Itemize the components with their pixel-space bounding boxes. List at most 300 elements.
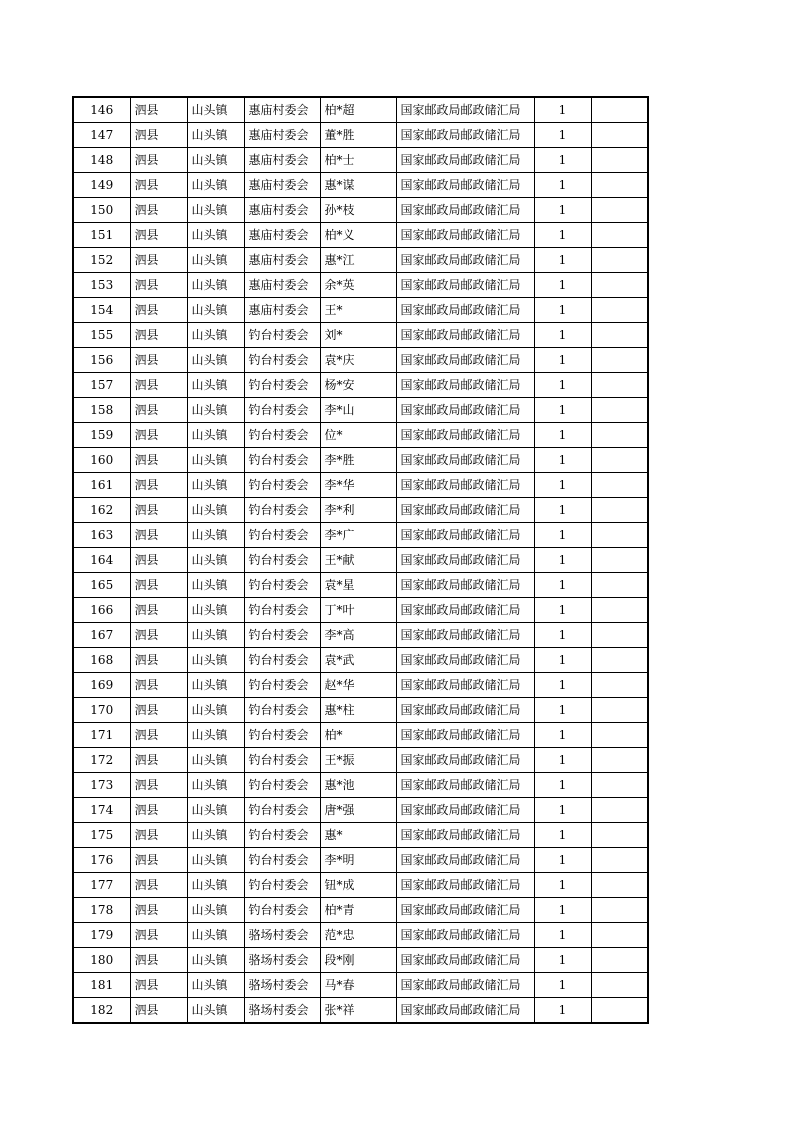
row-number-cell: 155 bbox=[73, 323, 130, 348]
table-row bbox=[73, 248, 648, 273]
county-cell: 泗县 bbox=[130, 973, 187, 998]
row-number-cell: 159 bbox=[73, 423, 130, 448]
name-cell: 王*振 bbox=[320, 748, 396, 773]
remark-cell bbox=[591, 848, 648, 873]
table-row bbox=[73, 898, 648, 923]
village-committee-cell: 钓台村委会 bbox=[244, 673, 320, 698]
county-cell: 泗县 bbox=[130, 698, 187, 723]
table-row bbox=[73, 773, 648, 798]
row-number-cell: 165 bbox=[73, 573, 130, 598]
bank-cell: 国家邮政局邮政储汇局 bbox=[396, 523, 534, 548]
town-cell: 山头镇 bbox=[187, 348, 244, 373]
village-committee-cell: 钓台村委会 bbox=[244, 723, 320, 748]
county-cell: 泗县 bbox=[130, 998, 187, 1024]
bank-cell: 国家邮政局邮政储汇局 bbox=[396, 248, 534, 273]
village-committee-cell: 钓台村委会 bbox=[244, 873, 320, 898]
count-cell: 1 bbox=[534, 448, 591, 473]
row-number-cell: 166 bbox=[73, 598, 130, 623]
count-cell: 1 bbox=[534, 97, 591, 123]
village-committee-cell: 钓台村委会 bbox=[244, 323, 320, 348]
count-cell: 1 bbox=[534, 473, 591, 498]
village-committee-cell: 骆场村委会 bbox=[244, 948, 320, 973]
table-row bbox=[73, 498, 648, 523]
name-cell: 袁*庆 bbox=[320, 348, 396, 373]
town-cell: 山头镇 bbox=[187, 448, 244, 473]
town-cell: 山头镇 bbox=[187, 623, 244, 648]
name-cell: 李*高 bbox=[320, 623, 396, 648]
table-row bbox=[73, 873, 648, 898]
county-cell: 泗县 bbox=[130, 173, 187, 198]
row-number-cell: 181 bbox=[73, 973, 130, 998]
remark-cell bbox=[591, 873, 648, 898]
county-cell: 泗县 bbox=[130, 348, 187, 373]
count-cell: 1 bbox=[534, 873, 591, 898]
county-cell: 泗县 bbox=[130, 548, 187, 573]
name-cell: 李*胜 bbox=[320, 448, 396, 473]
name-cell: 袁*武 bbox=[320, 648, 396, 673]
bank-cell: 国家邮政局邮政储汇局 bbox=[396, 898, 534, 923]
town-cell: 山头镇 bbox=[187, 673, 244, 698]
row-number-cell: 156 bbox=[73, 348, 130, 373]
town-cell: 山头镇 bbox=[187, 798, 244, 823]
county-cell: 泗县 bbox=[130, 948, 187, 973]
town-cell: 山头镇 bbox=[187, 373, 244, 398]
town-cell: 山头镇 bbox=[187, 97, 244, 123]
row-number-cell: 151 bbox=[73, 223, 130, 248]
county-cell: 泗县 bbox=[130, 298, 187, 323]
bank-cell: 国家邮政局邮政储汇局 bbox=[396, 573, 534, 598]
row-number-cell: 152 bbox=[73, 248, 130, 273]
remark-cell bbox=[591, 198, 648, 223]
table-row bbox=[73, 923, 648, 948]
row-number-cell: 173 bbox=[73, 773, 130, 798]
county-cell: 泗县 bbox=[130, 223, 187, 248]
bank-cell: 国家邮政局邮政储汇局 bbox=[396, 723, 534, 748]
remark-cell bbox=[591, 973, 648, 998]
county-cell: 泗县 bbox=[130, 473, 187, 498]
count-cell: 1 bbox=[534, 998, 591, 1024]
count-cell: 1 bbox=[534, 248, 591, 273]
table-row bbox=[73, 698, 648, 723]
row-number-cell: 149 bbox=[73, 173, 130, 198]
county-cell: 泗县 bbox=[130, 248, 187, 273]
count-cell: 1 bbox=[534, 198, 591, 223]
row-number-cell: 162 bbox=[73, 498, 130, 523]
village-committee-cell: 钓台村委会 bbox=[244, 498, 320, 523]
name-cell: 刘* bbox=[320, 323, 396, 348]
town-cell: 山头镇 bbox=[187, 648, 244, 673]
name-cell: 唐*强 bbox=[320, 798, 396, 823]
bank-cell: 国家邮政局邮政储汇局 bbox=[396, 973, 534, 998]
remark-cell bbox=[591, 923, 648, 948]
town-cell: 山头镇 bbox=[187, 473, 244, 498]
county-cell: 泗县 bbox=[130, 97, 187, 123]
count-cell: 1 bbox=[534, 773, 591, 798]
data-table bbox=[72, 96, 649, 1024]
row-number-cell: 163 bbox=[73, 523, 130, 548]
village-committee-cell: 钓台村委会 bbox=[244, 598, 320, 623]
remark-cell bbox=[591, 248, 648, 273]
bank-cell: 国家邮政局邮政储汇局 bbox=[396, 648, 534, 673]
village-committee-cell: 钓台村委会 bbox=[244, 373, 320, 398]
village-committee-cell: 惠庙村委会 bbox=[244, 223, 320, 248]
town-cell: 山头镇 bbox=[187, 123, 244, 148]
row-number-cell: 175 bbox=[73, 823, 130, 848]
remark-cell bbox=[591, 398, 648, 423]
row-number-cell: 164 bbox=[73, 548, 130, 573]
row-number-cell: 147 bbox=[73, 123, 130, 148]
table-row bbox=[73, 598, 648, 623]
bank-cell: 国家邮政局邮政储汇局 bbox=[396, 498, 534, 523]
town-cell: 山头镇 bbox=[187, 773, 244, 798]
remark-cell bbox=[591, 623, 648, 648]
remark-cell bbox=[591, 673, 648, 698]
bank-cell: 国家邮政局邮政储汇局 bbox=[396, 948, 534, 973]
bank-cell: 国家邮政局邮政储汇局 bbox=[396, 598, 534, 623]
row-number-cell: 158 bbox=[73, 398, 130, 423]
count-cell: 1 bbox=[534, 973, 591, 998]
name-cell: 李*山 bbox=[320, 398, 396, 423]
table-row bbox=[73, 948, 648, 973]
bank-cell: 国家邮政局邮政储汇局 bbox=[396, 198, 534, 223]
town-cell: 山头镇 bbox=[187, 748, 244, 773]
name-cell: 余*英 bbox=[320, 273, 396, 298]
town-cell: 山头镇 bbox=[187, 223, 244, 248]
county-cell: 泗县 bbox=[130, 723, 187, 748]
town-cell: 山头镇 bbox=[187, 723, 244, 748]
count-cell: 1 bbox=[534, 273, 591, 298]
county-cell: 泗县 bbox=[130, 648, 187, 673]
table-row bbox=[73, 723, 648, 748]
town-cell: 山头镇 bbox=[187, 823, 244, 848]
town-cell: 山头镇 bbox=[187, 848, 244, 873]
bank-cell: 国家邮政局邮政储汇局 bbox=[396, 773, 534, 798]
bank-cell: 国家邮政局邮政储汇局 bbox=[396, 323, 534, 348]
county-cell: 泗县 bbox=[130, 273, 187, 298]
count-cell: 1 bbox=[534, 523, 591, 548]
village-committee-cell: 惠庙村委会 bbox=[244, 198, 320, 223]
town-cell: 山头镇 bbox=[187, 273, 244, 298]
name-cell: 惠*谋 bbox=[320, 173, 396, 198]
row-number-cell: 177 bbox=[73, 873, 130, 898]
table-row bbox=[73, 448, 648, 473]
name-cell: 马*春 bbox=[320, 973, 396, 998]
bank-cell: 国家邮政局邮政储汇局 bbox=[396, 398, 534, 423]
town-cell: 山头镇 bbox=[187, 948, 244, 973]
count-cell: 1 bbox=[534, 823, 591, 848]
village-committee-cell: 钓台村委会 bbox=[244, 348, 320, 373]
village-committee-cell: 骆场村委会 bbox=[244, 998, 320, 1024]
bank-cell: 国家邮政局邮政储汇局 bbox=[396, 473, 534, 498]
table-row bbox=[73, 648, 648, 673]
name-cell: 柏*青 bbox=[320, 898, 396, 923]
town-cell: 山头镇 bbox=[187, 248, 244, 273]
row-number-cell: 153 bbox=[73, 273, 130, 298]
table-row bbox=[73, 548, 648, 573]
row-number-cell: 146 bbox=[73, 97, 130, 123]
row-number-cell: 168 bbox=[73, 648, 130, 673]
village-committee-cell: 惠庙村委会 bbox=[244, 273, 320, 298]
county-cell: 泗县 bbox=[130, 623, 187, 648]
count-cell: 1 bbox=[534, 673, 591, 698]
remark-cell bbox=[591, 573, 648, 598]
remark-cell bbox=[591, 323, 648, 348]
name-cell: 李*广 bbox=[320, 523, 396, 548]
row-number-cell: 178 bbox=[73, 898, 130, 923]
village-committee-cell: 钓台村委会 bbox=[244, 898, 320, 923]
table-row bbox=[73, 823, 648, 848]
village-committee-cell: 钓台村委会 bbox=[244, 573, 320, 598]
count-cell: 1 bbox=[534, 323, 591, 348]
name-cell: 段*刚 bbox=[320, 948, 396, 973]
row-number-cell: 169 bbox=[73, 673, 130, 698]
town-cell: 山头镇 bbox=[187, 498, 244, 523]
name-cell: 王* bbox=[320, 298, 396, 323]
remark-cell bbox=[591, 648, 648, 673]
village-committee-cell: 惠庙村委会 bbox=[244, 298, 320, 323]
town-cell: 山头镇 bbox=[187, 923, 244, 948]
name-cell: 范*忠 bbox=[320, 923, 396, 948]
row-number-cell: 161 bbox=[73, 473, 130, 498]
town-cell: 山头镇 bbox=[187, 548, 244, 573]
town-cell: 山头镇 bbox=[187, 573, 244, 598]
bank-cell: 国家邮政局邮政储汇局 bbox=[396, 148, 534, 173]
name-cell: 杨*安 bbox=[320, 373, 396, 398]
row-number-cell: 176 bbox=[73, 848, 130, 873]
town-cell: 山头镇 bbox=[187, 198, 244, 223]
table-row bbox=[73, 748, 648, 773]
count-cell: 1 bbox=[534, 598, 591, 623]
name-cell: 李*利 bbox=[320, 498, 396, 523]
count-cell: 1 bbox=[534, 398, 591, 423]
county-cell: 泗县 bbox=[130, 748, 187, 773]
name-cell: 孙*枝 bbox=[320, 198, 396, 223]
remark-cell bbox=[591, 998, 648, 1024]
town-cell: 山头镇 bbox=[187, 973, 244, 998]
remark-cell bbox=[591, 798, 648, 823]
table-row bbox=[73, 148, 648, 173]
county-cell: 泗县 bbox=[130, 398, 187, 423]
row-number-cell: 150 bbox=[73, 198, 130, 223]
county-cell: 泗县 bbox=[130, 123, 187, 148]
village-committee-cell: 惠庙村委会 bbox=[244, 173, 320, 198]
table-row bbox=[73, 848, 648, 873]
row-number-cell: 171 bbox=[73, 723, 130, 748]
row-number-cell: 172 bbox=[73, 748, 130, 773]
name-cell: 丁*叶 bbox=[320, 598, 396, 623]
table-row bbox=[73, 623, 648, 648]
county-cell: 泗县 bbox=[130, 373, 187, 398]
bank-cell: 国家邮政局邮政储汇局 bbox=[396, 97, 534, 123]
table-row bbox=[73, 373, 648, 398]
remark-cell bbox=[591, 273, 648, 298]
count-cell: 1 bbox=[534, 223, 591, 248]
village-committee-cell: 钓台村委会 bbox=[244, 698, 320, 723]
bank-cell: 国家邮政局邮政储汇局 bbox=[396, 448, 534, 473]
bank-cell: 国家邮政局邮政储汇局 bbox=[396, 298, 534, 323]
name-cell: 柏* bbox=[320, 723, 396, 748]
row-number-cell: 170 bbox=[73, 698, 130, 723]
bank-cell: 国家邮政局邮政储汇局 bbox=[396, 373, 534, 398]
village-committee-cell: 钓台村委会 bbox=[244, 623, 320, 648]
bank-cell: 国家邮政局邮政储汇局 bbox=[396, 423, 534, 448]
county-cell: 泗县 bbox=[130, 673, 187, 698]
remark-cell bbox=[591, 148, 648, 173]
name-cell: 柏*士 bbox=[320, 148, 396, 173]
count-cell: 1 bbox=[534, 923, 591, 948]
count-cell: 1 bbox=[534, 898, 591, 923]
count-cell: 1 bbox=[534, 848, 591, 873]
county-cell: 泗县 bbox=[130, 898, 187, 923]
bank-cell: 国家邮政局邮政储汇局 bbox=[396, 823, 534, 848]
remark-cell bbox=[591, 523, 648, 548]
county-cell: 泗县 bbox=[130, 573, 187, 598]
remark-cell bbox=[591, 448, 648, 473]
town-cell: 山头镇 bbox=[187, 898, 244, 923]
town-cell: 山头镇 bbox=[187, 873, 244, 898]
bank-cell: 国家邮政局邮政储汇局 bbox=[396, 923, 534, 948]
count-cell: 1 bbox=[534, 498, 591, 523]
count-cell: 1 bbox=[534, 648, 591, 673]
village-committee-cell: 惠庙村委会 bbox=[244, 248, 320, 273]
count-cell: 1 bbox=[534, 623, 591, 648]
remark-cell bbox=[591, 698, 648, 723]
remark-cell bbox=[591, 348, 648, 373]
count-cell: 1 bbox=[534, 723, 591, 748]
table-body bbox=[73, 97, 648, 1023]
county-cell: 泗县 bbox=[130, 873, 187, 898]
county-cell: 泗县 bbox=[130, 523, 187, 548]
row-number-cell: 154 bbox=[73, 298, 130, 323]
count-cell: 1 bbox=[534, 348, 591, 373]
count-cell: 1 bbox=[534, 948, 591, 973]
remark-cell bbox=[591, 173, 648, 198]
town-cell: 山头镇 bbox=[187, 148, 244, 173]
name-cell: 李*明 bbox=[320, 848, 396, 873]
bank-cell: 国家邮政局邮政储汇局 bbox=[396, 798, 534, 823]
table-row bbox=[73, 673, 648, 698]
county-cell: 泗县 bbox=[130, 148, 187, 173]
table-row bbox=[73, 423, 648, 448]
remark-cell bbox=[591, 373, 648, 398]
table-row bbox=[73, 97, 648, 123]
name-cell: 张*祥 bbox=[320, 998, 396, 1024]
remark-cell bbox=[591, 548, 648, 573]
remark-cell bbox=[591, 898, 648, 923]
row-number-cell: 180 bbox=[73, 948, 130, 973]
town-cell: 山头镇 bbox=[187, 298, 244, 323]
table-row bbox=[73, 348, 648, 373]
name-cell: 王*献 bbox=[320, 548, 396, 573]
bank-cell: 国家邮政局邮政储汇局 bbox=[396, 748, 534, 773]
village-committee-cell: 钓台村委会 bbox=[244, 648, 320, 673]
village-committee-cell: 钓台村委会 bbox=[244, 773, 320, 798]
village-committee-cell: 惠庙村委会 bbox=[244, 123, 320, 148]
county-cell: 泗县 bbox=[130, 448, 187, 473]
village-committee-cell: 钓台村委会 bbox=[244, 523, 320, 548]
county-cell: 泗县 bbox=[130, 848, 187, 873]
village-committee-cell: 钓台村委会 bbox=[244, 848, 320, 873]
table-row bbox=[73, 198, 648, 223]
table-row bbox=[73, 998, 648, 1024]
table-row bbox=[73, 473, 648, 498]
bank-cell: 国家邮政局邮政储汇局 bbox=[396, 273, 534, 298]
count-cell: 1 bbox=[534, 573, 591, 598]
name-cell: 惠*池 bbox=[320, 773, 396, 798]
village-committee-cell: 钓台村委会 bbox=[244, 748, 320, 773]
count-cell: 1 bbox=[534, 148, 591, 173]
village-committee-cell: 钓台村委会 bbox=[244, 798, 320, 823]
name-cell: 袁*星 bbox=[320, 573, 396, 598]
county-cell: 泗县 bbox=[130, 423, 187, 448]
remark-cell bbox=[591, 948, 648, 973]
remark-cell bbox=[591, 823, 648, 848]
count-cell: 1 bbox=[534, 698, 591, 723]
remark-cell bbox=[591, 473, 648, 498]
name-cell: 赵*华 bbox=[320, 673, 396, 698]
name-cell: 柏*超 bbox=[320, 97, 396, 123]
table-row bbox=[73, 273, 648, 298]
table-row bbox=[73, 223, 648, 248]
village-committee-cell: 钓台村委会 bbox=[244, 823, 320, 848]
remark-cell bbox=[591, 773, 648, 798]
count-cell: 1 bbox=[534, 748, 591, 773]
row-number-cell: 167 bbox=[73, 623, 130, 648]
name-cell: 柏*义 bbox=[320, 223, 396, 248]
remark-cell bbox=[591, 498, 648, 523]
count-cell: 1 bbox=[534, 798, 591, 823]
table-row bbox=[73, 398, 648, 423]
remark-cell bbox=[591, 223, 648, 248]
county-cell: 泗县 bbox=[130, 773, 187, 798]
town-cell: 山头镇 bbox=[187, 698, 244, 723]
bank-cell: 国家邮政局邮政储汇局 bbox=[396, 548, 534, 573]
row-number-cell: 182 bbox=[73, 998, 130, 1024]
village-committee-cell: 惠庙村委会 bbox=[244, 97, 320, 123]
count-cell: 1 bbox=[534, 373, 591, 398]
table-row bbox=[73, 173, 648, 198]
village-committee-cell: 钓台村委会 bbox=[244, 548, 320, 573]
row-number-cell: 174 bbox=[73, 798, 130, 823]
name-cell: 惠* bbox=[320, 823, 396, 848]
row-number-cell: 160 bbox=[73, 448, 130, 473]
village-committee-cell: 钓台村委会 bbox=[244, 473, 320, 498]
county-cell: 泗县 bbox=[130, 798, 187, 823]
table-row bbox=[73, 573, 648, 598]
table-row bbox=[73, 798, 648, 823]
remark-cell bbox=[591, 423, 648, 448]
bank-cell: 国家邮政局邮政储汇局 bbox=[396, 673, 534, 698]
table-row bbox=[73, 973, 648, 998]
row-number-cell: 179 bbox=[73, 923, 130, 948]
village-committee-cell: 骆场村委会 bbox=[244, 973, 320, 998]
county-cell: 泗县 bbox=[130, 323, 187, 348]
table-row bbox=[73, 298, 648, 323]
bank-cell: 国家邮政局邮政储汇局 bbox=[396, 223, 534, 248]
village-committee-cell: 钓台村委会 bbox=[244, 423, 320, 448]
village-committee-cell: 骆场村委会 bbox=[244, 923, 320, 948]
count-cell: 1 bbox=[534, 548, 591, 573]
row-number-cell: 157 bbox=[73, 373, 130, 398]
table-row bbox=[73, 323, 648, 348]
town-cell: 山头镇 bbox=[187, 398, 244, 423]
town-cell: 山头镇 bbox=[187, 998, 244, 1024]
remark-cell bbox=[591, 123, 648, 148]
remark-cell bbox=[591, 598, 648, 623]
bank-cell: 国家邮政局邮政储汇局 bbox=[396, 348, 534, 373]
town-cell: 山头镇 bbox=[187, 173, 244, 198]
row-number-cell: 148 bbox=[73, 148, 130, 173]
